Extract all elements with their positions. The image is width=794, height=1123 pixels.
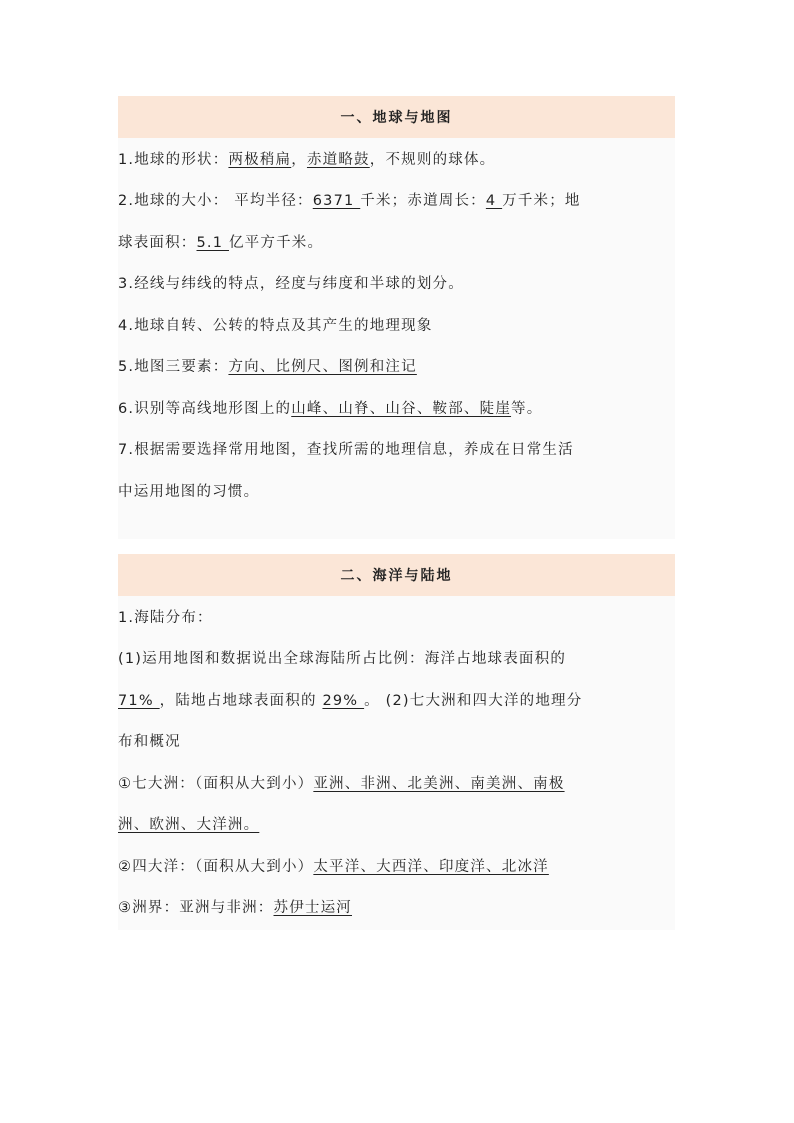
paragraph-rotation: 4.地球自转、公转的特点及其产生的地理现象 xyxy=(118,318,433,334)
section-title: 二、海洋与陆地 xyxy=(118,554,675,596)
text: 万千米；地 xyxy=(502,193,581,209)
underlined-answer: 6371 xyxy=(312,193,361,209)
paragraph-continents-cont xyxy=(118,815,675,835)
underlined-answer: 苏伊士运河 xyxy=(273,900,352,916)
text: ， xyxy=(291,152,307,168)
paragraph-map-elements xyxy=(118,357,675,377)
text: 等。 xyxy=(511,401,543,417)
paragraph-overview: 布和概况 xyxy=(118,734,181,750)
underlined-answer: 方向、比例尺、图例和注记 xyxy=(228,359,417,375)
paragraph-ratio: (1)运用地图和数据说出全球海陆所占比例：海洋占地球表面积的 xyxy=(118,651,567,667)
underlined-answer: 5.1 xyxy=(196,235,229,251)
paragraph-earth-size xyxy=(118,191,675,211)
paragraph-boundary xyxy=(118,898,675,918)
text: ③洲界：亚洲与非洲： xyxy=(118,900,274,916)
underlined-answer: 亚洲、非洲、北美洲、南美洲、南极 xyxy=(313,776,565,792)
paragraph-ratio-values xyxy=(118,691,675,711)
underlined-answer: 两极稍扁 xyxy=(228,152,292,168)
paragraph-continents xyxy=(118,774,675,794)
paragraph-distribution: 1.海陆分布： xyxy=(118,610,213,626)
text: ，不规则的球体。 xyxy=(369,152,496,168)
underlined-answer: 29% xyxy=(322,693,365,709)
text: 6.识别等高线地形图上的 xyxy=(118,401,292,417)
paragraph-oceans xyxy=(118,857,675,877)
text: 1.地球的形状： xyxy=(118,152,229,168)
section-earth-and-map xyxy=(118,96,675,539)
underlined-answer: 赤道略鼓 xyxy=(306,152,370,168)
paragraph-earth-shape xyxy=(118,150,675,170)
text: 亿平方千米。 xyxy=(228,235,324,251)
text: ，陆地占地球表面积的 xyxy=(159,693,323,709)
paragraph-map-usage: 7.根据需要选择常用地图，查找所需的地理信息，养成在日常生活 xyxy=(118,442,574,458)
underlined-answer: 4 xyxy=(485,193,503,209)
text: 2.地球的大小： 平均半径： xyxy=(118,193,313,209)
text: ①七大洲：（面积从大到小） xyxy=(118,776,314,792)
underlined-answer: 71% xyxy=(118,693,160,709)
paragraph-contour-map xyxy=(118,399,675,419)
text: 。 (2)七大洲和四大洋的地理分 xyxy=(364,693,583,709)
underlined-answer: 山峰、山脊、山谷、鞍部、陡崖 xyxy=(291,401,512,417)
paragraph-meridians: 3.经线与纬线的特点，经度与纬度和半球的划分。 xyxy=(118,276,464,292)
text: 千米；赤道周长： xyxy=(360,193,486,209)
section-ocean-and-land xyxy=(118,554,675,930)
paragraph-map-usage-cont: 中运用地图的习惯。 xyxy=(118,484,260,500)
underlined-answer: 洲、欧洲、大洋洲。 xyxy=(118,817,260,833)
text: 5.地图三要素： xyxy=(118,359,229,375)
underlined-answer: 太平洋、大西洋、印度洋、北冰洋 xyxy=(313,859,549,875)
section-title: 一、地球与地图 xyxy=(118,96,675,138)
paragraph-earth-area xyxy=(118,233,675,253)
text: 球表面积： xyxy=(118,235,197,251)
text: ②四大洋：（面积从大到小） xyxy=(118,859,314,875)
